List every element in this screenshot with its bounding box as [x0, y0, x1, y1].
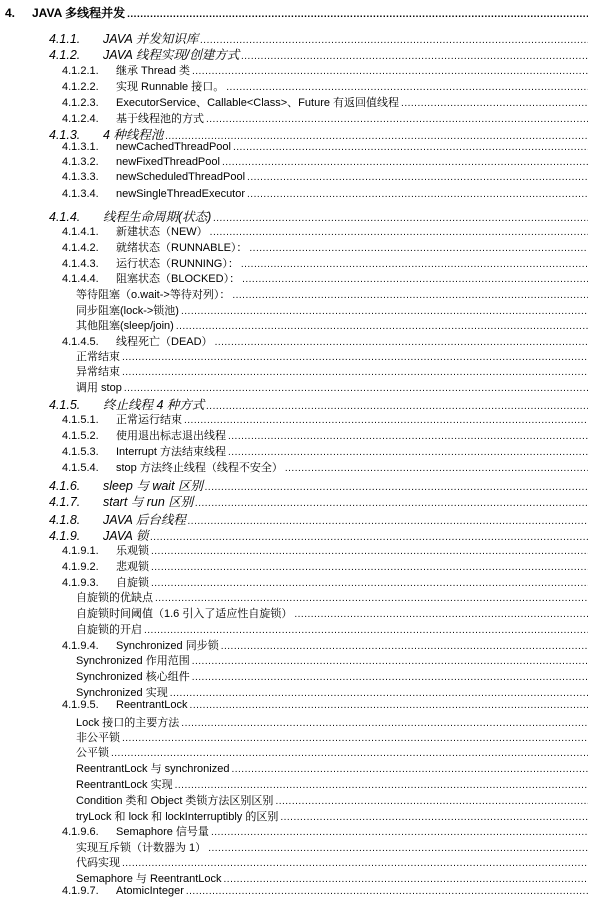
toc-entry-number: 4.1.4.5. [62, 336, 99, 348]
toc-entry[interactable] [0, 823, 597, 839]
toc-entry[interactable] [0, 589, 597, 605]
toc-entry-number: 4.1.9.7. [62, 885, 99, 897]
toc-entry-number: 4.1.2.4. [62, 113, 99, 125]
dot-leader [122, 858, 588, 869]
toc-entry[interactable] [0, 223, 597, 239]
dot-leader [231, 764, 588, 775]
toc-entry-number: 4.1.4.2. [62, 242, 99, 254]
dot-leader [211, 827, 588, 838]
toc-entry-title: Condition 类和 Object 类锁方法区别区别 [76, 795, 274, 807]
dot-leader [155, 593, 588, 604]
toc-entry-title: ReentrantLock [116, 699, 188, 711]
toc-entry-title: stop 方法终止线程（线程不安全） [116, 462, 283, 474]
dot-leader [124, 383, 588, 394]
toc-entry-number: 4.1.5.4. [62, 462, 99, 474]
toc-entry[interactable] [0, 854, 597, 870]
toc-entry-title: 非公平锁 [76, 732, 120, 744]
toc-entry-number: 4.1.3.2. [62, 156, 99, 168]
toc-entry-title: 正常运行结束 [116, 414, 182, 426]
dot-leader [247, 172, 588, 183]
toc-entry[interactable] [0, 270, 597, 286]
dot-leader [226, 82, 588, 93]
dot-leader [222, 157, 588, 168]
toc-entry[interactable] [0, 621, 597, 637]
toc-entry[interactable] [0, 459, 597, 475]
dot-leader [122, 352, 588, 363]
toc-entry-title: 基于线程池的方式 [116, 113, 204, 125]
toc-entry-number: 4.1.9.2. [62, 561, 99, 573]
toc-entry-title: 自旋锁的开启 [76, 624, 142, 636]
toc-entry-title: AtomicInteger [116, 885, 184, 897]
toc-entry[interactable] [0, 652, 597, 668]
toc-entry[interactable] [0, 255, 597, 271]
toc-entry-number: 4.1.7. [49, 495, 81, 509]
toc-entry[interactable] [0, 317, 597, 333]
toc-entry-title: ExecutorService、Callable<Class>、Future 有返回值线程 [116, 97, 400, 109]
toc-entry[interactable] [0, 744, 597, 760]
toc-entry-number: 4. [5, 6, 16, 20]
dot-leader [294, 609, 588, 620]
toc-entry-number: 4.1.9. [49, 529, 81, 543]
toc-entry-title: 公平锁 [76, 747, 109, 759]
toc-entry-title: Synchronized 同步锁 [116, 640, 219, 652]
toc-entry-title: 阻塞状态（BLOCKED）： [116, 273, 241, 285]
toc-entry-title: JAVA 并发知识库 [103, 32, 199, 46]
dot-leader [241, 259, 588, 270]
toc-entry-number: 4.1.4. [49, 210, 81, 224]
toc-entry-title: Semaphore 与 ReentrantLock [76, 873, 222, 885]
toc-entry-number: 4.1.2.1. [62, 65, 99, 77]
dot-leader [122, 367, 588, 378]
toc-entry-title: JAVA 多线程并发 [32, 6, 126, 20]
toc-entry-number: 4.1.4.1. [62, 226, 99, 238]
dot-leader [181, 306, 588, 317]
toc-entry[interactable] [0, 4, 597, 21]
dot-leader [224, 874, 588, 885]
dot-leader [192, 656, 588, 667]
toc-entry-number: 4.1.9.1. [62, 545, 99, 557]
toc-entry-title: 实现互斥锁（计数器为 1） [76, 842, 207, 854]
toc-entry[interactable] [0, 684, 597, 700]
toc-entry[interactable] [0, 729, 597, 745]
toc-entry[interactable] [0, 363, 597, 379]
toc-entry[interactable] [0, 558, 597, 574]
toc-entry-title: 继承 Thread 类 [116, 65, 190, 77]
toc-entry-title: 线程生命周期(状态) [103, 210, 212, 224]
toc-entry[interactable] [0, 110, 597, 126]
toc-entry-title: 实现 Runnable 接口。 [116, 81, 225, 93]
toc-entry-number: 4.1.2.3. [62, 97, 99, 109]
toc-entry-title: Semaphore 信号量 [116, 826, 209, 838]
toc-entry-title: 代码实现 [76, 857, 120, 869]
toc-entry-number: 4.1.9.4. [62, 640, 99, 652]
dot-leader [232, 290, 588, 301]
toc-entry-title: 正常结束 [76, 351, 120, 363]
toc-entry-title: 线程死亡（DEAD） [116, 336, 213, 348]
toc-entry-number: 4.1.5.2. [62, 430, 99, 442]
toc-entry-title: 异常结束 [76, 366, 120, 378]
toc-entry-title: Lock 接口的主要方法 [76, 717, 180, 729]
toc-entry-number: 4.1.3.4. [62, 188, 99, 200]
toc-entry[interactable] [0, 427, 597, 443]
dot-leader [170, 688, 588, 699]
toc-entry-number: 4.1.9.6. [62, 826, 99, 838]
toc-entry-number: 4.1.2.2. [62, 81, 99, 93]
toc-entry[interactable] [0, 239, 597, 255]
toc-entry-title: 等待阻塞（o.wait->等待对列）： [76, 289, 231, 301]
dot-leader [228, 431, 588, 442]
toc-entry-title: 运行状态（RUNNING）： [116, 258, 239, 270]
toc-entry-number: 4.1.9.3. [62, 577, 99, 589]
toc-entry[interactable] [0, 62, 597, 78]
dot-leader [184, 415, 588, 426]
toc-entry[interactable] [0, 78, 597, 94]
toc-entry-title: 新建状态（NEW） [116, 226, 208, 238]
dot-leader [192, 66, 588, 77]
toc-entry-number: 4.1.4.3. [62, 258, 99, 270]
dot-leader [186, 886, 588, 897]
toc-entry-number: 4.1.5.3. [62, 446, 99, 458]
toc-entry-title: 就绪状态（RUNNABLE）： [116, 242, 248, 254]
toc-entry[interactable] [0, 45, 597, 63]
toc-entry[interactable] [0, 668, 597, 684]
dot-leader [206, 114, 588, 125]
toc-entry-title: Synchronized 核心组件 [76, 671, 190, 683]
toc-entry[interactable] [0, 286, 597, 302]
toc-entry[interactable] [0, 302, 597, 318]
toc-entry-title: 自旋锁 [116, 577, 149, 589]
toc-entry-title: newFixedThreadPool [116, 156, 220, 168]
dot-leader [144, 625, 588, 636]
toc-entry[interactable] [0, 839, 597, 855]
dot-leader [242, 274, 588, 285]
toc-entry-title: 自旋锁的优缺点 [76, 592, 153, 604]
toc-entry[interactable] [0, 333, 597, 349]
toc-entry[interactable] [0, 885, 597, 897]
toc-entry[interactable] [0, 188, 597, 200]
toc-entry-title: start 与 run 区别 [103, 495, 194, 509]
toc-entry-title: JAVA 后台线程 [103, 513, 186, 527]
dot-leader [176, 321, 588, 332]
dot-leader [247, 189, 588, 200]
dot-leader [249, 243, 588, 254]
dot-leader [181, 718, 588, 729]
dot-leader [127, 9, 588, 20]
toc-entry[interactable] [0, 714, 597, 730]
toc-entry-title: newSingleThreadExecutor [116, 188, 246, 200]
toc-entry[interactable] [0, 637, 597, 653]
dot-leader [208, 843, 588, 854]
toc-entry[interactable] [0, 792, 597, 808]
toc-entry-number: 4.1.3.3. [62, 171, 99, 183]
dot-leader [210, 227, 588, 238]
toc-entry-title: 自旋锁时间阈值（1.6 引入了适应性自旋锁） [76, 608, 293, 620]
toc-entry-number: 4.1.1. [49, 32, 81, 46]
toc-entry-title: ReentrantLock 与 synchronized [76, 763, 230, 775]
toc-entry[interactable] [0, 870, 597, 886]
toc-entry-title: Interrupt 方法结束线程 [116, 446, 227, 458]
dot-leader [401, 98, 588, 109]
dot-leader [228, 447, 588, 458]
toc-entry-title: Synchronized 作用范围 [76, 655, 190, 667]
toc-entry[interactable] [0, 605, 597, 621]
dot-leader [111, 748, 588, 759]
toc-entry-number: 4.1.9.5. [62, 699, 99, 711]
dot-leader [285, 463, 588, 474]
toc-entry-number: 4.1.5.1. [62, 414, 99, 426]
toc-entry-title: tryLock 和 lock 和 lockInterruptibly 的区别 [76, 811, 279, 823]
dot-leader [215, 337, 588, 348]
dot-leader [195, 498, 588, 509]
dot-leader [151, 562, 588, 573]
toc-entry[interactable] [0, 443, 597, 459]
toc-entry-number: 4.1.2. [49, 48, 81, 62]
toc-entry-title: 调用 stop [76, 382, 122, 394]
toc-entry-title: newScheduledThreadPool [116, 171, 246, 183]
dot-leader [275, 796, 588, 807]
toc-entry[interactable] [0, 171, 597, 183]
toc-entry[interactable] [0, 141, 597, 153]
dot-leader [190, 700, 588, 711]
dot-leader [221, 641, 588, 652]
toc-entry[interactable] [0, 379, 597, 395]
toc-entry-number: 4.1.4.4. [62, 273, 99, 285]
toc-entry-title: JAVA 线程实现/创建方式 [103, 48, 240, 62]
dot-leader [280, 812, 588, 823]
toc-entry[interactable] [0, 156, 597, 168]
toc-entry-number: 4.1.6. [49, 479, 81, 493]
dot-leader [151, 578, 588, 589]
toc-entry-title: JAVA 锁 [103, 529, 149, 543]
toc-entry-title: 其他阻塞(sleep/join) [76, 320, 174, 332]
dot-leader [175, 780, 588, 791]
toc-entry[interactable] [0, 542, 597, 558]
dot-leader [122, 733, 588, 744]
toc-entry-number: 4.1.5. [49, 398, 81, 412]
toc-entry-title: 4 种线程池 [103, 128, 164, 142]
toc-entry[interactable] [0, 411, 597, 427]
toc-entry-title: 乐观锁 [116, 545, 149, 557]
toc-entry-title: newCachedThreadPool [116, 141, 231, 153]
dot-leader [151, 546, 588, 557]
toc-entry[interactable] [0, 492, 597, 510]
toc-entry[interactable] [0, 699, 597, 711]
dot-leader [233, 142, 588, 153]
toc-entry-number: 4.1.3. [49, 128, 81, 142]
dot-leader [192, 672, 588, 683]
toc-entry[interactable] [0, 808, 597, 824]
toc-entry-title: 同步阻塞(lock->锁池) [76, 305, 179, 317]
toc-entry-title: 终止线程 4 种方式 [103, 398, 205, 412]
toc-entry[interactable] [0, 776, 597, 792]
toc-entry-number: 4.1.3.1. [62, 141, 99, 153]
toc-entry-title: 悲观锁 [116, 561, 149, 573]
toc-entry-number: 4.1.8. [49, 513, 81, 527]
toc-entry[interactable] [0, 94, 597, 110]
toc-entry-title: Synchronized 实现 [76, 687, 168, 699]
dot-leader [241, 51, 588, 62]
toc-entry-title: ReentrantLock 实现 [76, 779, 173, 791]
toc-entry[interactable] [0, 574, 597, 590]
toc-entry[interactable] [0, 760, 597, 776]
toc-entry[interactable] [0, 348, 597, 364]
toc-entry-title: 使用退出标志退出线程 [116, 430, 226, 442]
toc-entry-title: sleep 与 wait 区别 [103, 479, 204, 493]
